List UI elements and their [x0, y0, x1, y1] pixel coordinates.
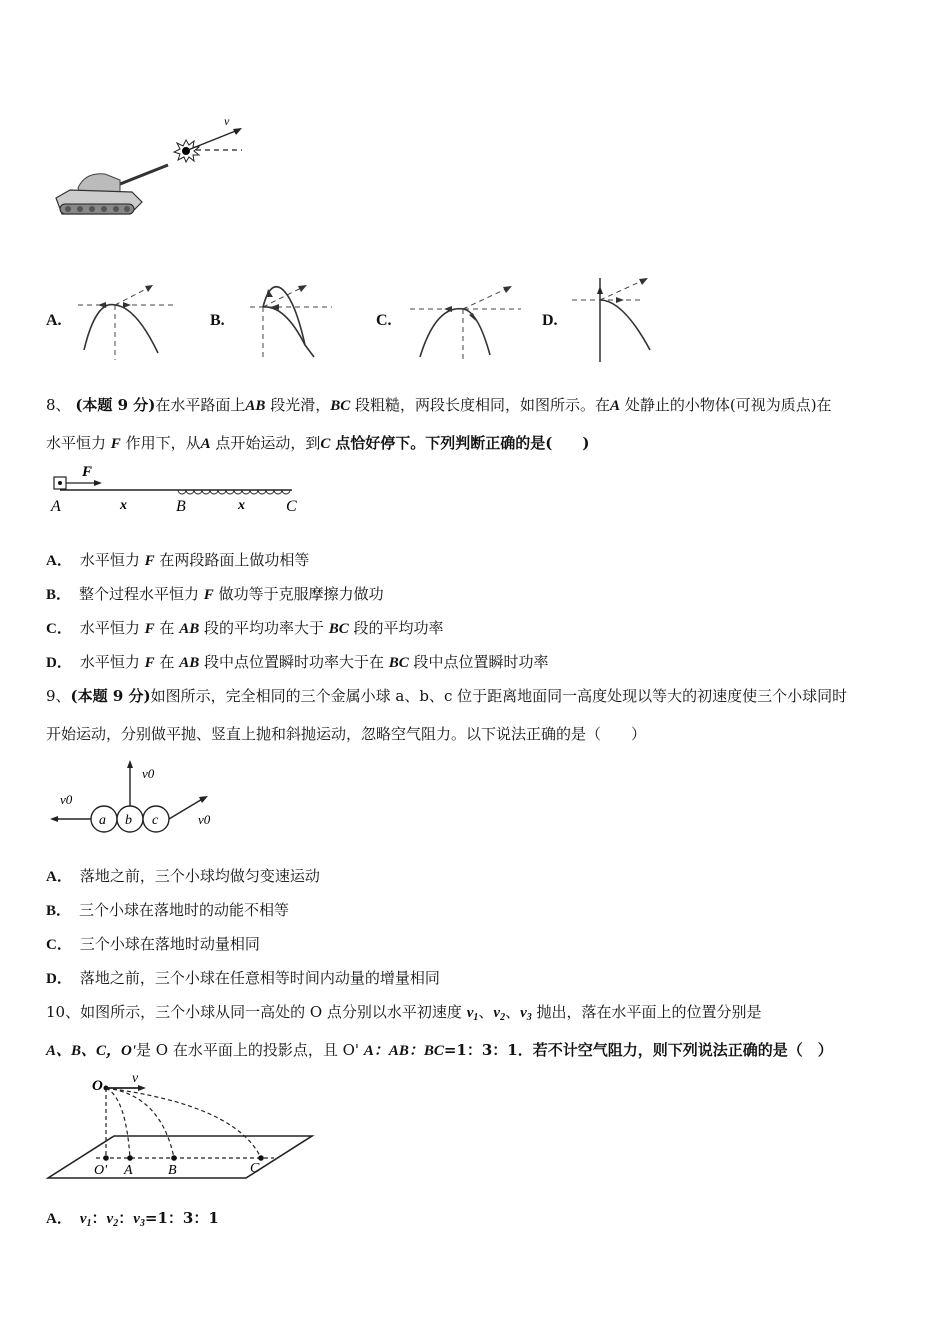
- question-number: 10、: [46, 1003, 81, 1021]
- text: 处静止的小物体(可视为质点)在: [624, 396, 832, 414]
- svg-text:v0: v0: [60, 792, 73, 807]
- svg-text:c: c: [152, 813, 159, 828]
- text: 段中点位置瞬时功率: [408, 653, 549, 671]
- q9-stem-line2: [46, 724, 646, 744]
- text: 段粗糙，两段长度相同，如图所示。在: [355, 396, 611, 414]
- svg-text:x: x: [238, 498, 245, 513]
- option-letter: D．: [46, 971, 72, 987]
- svg-text:C: C: [250, 1161, 260, 1176]
- option-letter: A．: [46, 1211, 72, 1227]
- option-text: 三个小球在落地时的动能不相等: [79, 901, 290, 919]
- math-var: A: [200, 436, 211, 452]
- q7-option-b[interactable]: [210, 275, 350, 365]
- projectile-plane-diagram-icon: [46, 1070, 326, 1185]
- text: 作用下，从: [125, 434, 201, 452]
- question-number: 9、: [46, 687, 71, 705]
- option-letter: B.: [210, 312, 225, 329]
- text: =1：3：1．若不计空气阻力，则下列说法正确的是（ ）: [443, 1041, 833, 1059]
- math-var: BC: [330, 398, 351, 414]
- q8-option-b[interactable]: [46, 584, 384, 605]
- math-var: $v_1$: [79, 1211, 92, 1229]
- q10-figure: [46, 1070, 326, 1189]
- math-var: A：AB：BC: [363, 1043, 444, 1059]
- option-letter: C.: [376, 312, 392, 329]
- q10-stem-line1: 10、如图所示，三个小球从同一高处的 O 点分别以水平初速度 $v_1$、$v_2$、$v_3$ 抛出，落在水平面上的位置分别是: [46, 1003, 762, 1023]
- q8-figure: [46, 463, 306, 522]
- svg-text:O': O': [94, 1163, 108, 1178]
- q9-option-c[interactable]: [46, 934, 260, 955]
- option-text: 三个小球在落地时动量相同: [79, 935, 260, 953]
- math-var: $v_3$: [133, 1211, 145, 1229]
- svg-text:C: C: [286, 498, 297, 515]
- math-var: $v_2$: [493, 1005, 506, 1023]
- text: 段的平均功率大于: [199, 619, 329, 637]
- text: 水平恒力: [79, 551, 145, 569]
- text: 在: [154, 619, 180, 637]
- text: 段的平均功率: [348, 619, 444, 637]
- math-var: F: [144, 553, 155, 569]
- q9-option-a[interactable]: [46, 866, 320, 887]
- svg-text:B: B: [176, 498, 186, 515]
- math-var: F: [110, 436, 121, 452]
- text: 水平恒力: [79, 653, 145, 671]
- math-var: F: [203, 587, 214, 603]
- q7-option-a[interactable]: [46, 275, 186, 365]
- option-text: =1：3：1: [144, 1209, 219, 1227]
- text: 段中点位置瞬时功率大于在: [199, 653, 389, 671]
- trajectory-c-icon: [406, 275, 526, 365]
- q9-stem-line1: [46, 686, 847, 706]
- math-var: C: [320, 436, 331, 452]
- math-var: AB: [179, 621, 200, 637]
- svg-text:B: B: [168, 1163, 177, 1178]
- math-var: BC: [328, 621, 349, 637]
- math-var: $v_3$: [520, 1005, 532, 1023]
- trajectory-d-icon: [568, 272, 672, 364]
- q9-option-d[interactable]: [46, 968, 440, 989]
- option-letter: B．: [46, 587, 72, 603]
- svg-text:v: v: [224, 114, 230, 128]
- option-text: 落地之前，三个小球在任意相等时间内动量的增量相同: [79, 969, 440, 987]
- text: 在水平路面上: [155, 396, 246, 414]
- option-letter: A．: [46, 869, 72, 885]
- option-letter: B．: [46, 903, 72, 919]
- svg-text:O: O: [92, 1078, 103, 1094]
- svg-text:A: A: [124, 1163, 133, 1178]
- svg-text:b: b: [125, 813, 132, 828]
- tank-shell-figure: [50, 110, 250, 225]
- track-diagram-icon: [46, 463, 306, 518]
- option-letter: A．: [46, 553, 72, 569]
- q8-stem-line1: [46, 395, 832, 416]
- math-var: A: [610, 398, 621, 414]
- q9-option-b[interactable]: [46, 900, 289, 921]
- svg-text:v: v: [132, 1071, 139, 1086]
- option-letter: C．: [46, 621, 72, 637]
- text: 在两段路面上做功相等: [154, 551, 310, 569]
- three-balls-diagram-icon: [46, 756, 226, 836]
- q10-stem-line2: [46, 1040, 833, 1061]
- q9-figure: [46, 756, 226, 840]
- tank-icon: [50, 110, 250, 225]
- trajectory-a-icon: [76, 275, 186, 365]
- q8-stem-line2: [46, 433, 589, 454]
- svg-text:v0: v0: [198, 812, 211, 827]
- text: 如图所示，三个小球从同一高处的 O 点分别以水平初速度: [80, 1003, 467, 1021]
- text: 是 O 在水平面上的投影点，且 O': [136, 1041, 364, 1059]
- math-var: AB: [245, 398, 266, 414]
- text: 如图所示，完全相同的三个金属小球 a、b、c 位于距离地面同一高度处现以等大的初速度使三个小球同时: [150, 687, 848, 705]
- question-number: 8、: [46, 396, 71, 414]
- text: 段光滑，: [270, 396, 331, 414]
- text: 做功等于克服摩擦力做功: [213, 585, 384, 603]
- option-letter: D.: [542, 312, 558, 329]
- math-var: A、B、C，O': [46, 1043, 137, 1059]
- svg-text:v0: v0: [142, 766, 155, 781]
- text: 抛出，落在水平面上的位置分别是: [531, 1003, 762, 1021]
- question-score: (本题 9 分): [70, 687, 151, 705]
- math-var: $v_1$: [466, 1005, 479, 1023]
- math-var: AB: [179, 655, 200, 671]
- text: 水平恒力: [46, 434, 107, 452]
- math-var: F: [144, 655, 155, 671]
- svg-text:F: F: [82, 464, 93, 480]
- svg-text:a: a: [99, 813, 106, 828]
- text: 开始运动，分别做平抛、竖直上抛和斜抛运动，忽略空气阻力。以下说法正确的是（ ）: [46, 725, 647, 743]
- option-letter: C．: [46, 937, 72, 953]
- text: 点恰好停下。下列判断正确的是( ): [335, 434, 590, 452]
- math-var: F: [144, 621, 155, 637]
- q10-option-a[interactable]: A． $v_1$：$v_2$：$v_3=1$：3：1: [46, 1209, 219, 1229]
- trajectory-b-icon: [240, 275, 350, 365]
- math-var: $v_2$: [106, 1211, 119, 1229]
- q8-option-c[interactable]: [46, 618, 444, 639]
- option-text: 落地之前，三个小球均做匀变速运动: [79, 867, 320, 885]
- text: 整个过程水平恒力: [79, 585, 204, 603]
- text: 在: [154, 653, 180, 671]
- svg-text:A: A: [51, 498, 61, 515]
- option-letter: A.: [46, 312, 62, 329]
- text: 水平恒力: [79, 619, 145, 637]
- math-var: BC: [388, 655, 409, 671]
- q7-option-c[interactable]: [376, 275, 526, 365]
- question-score: (本题 9 分): [75, 396, 156, 414]
- svg-text:x: x: [120, 498, 127, 513]
- option-letter: D．: [46, 655, 72, 671]
- q8-option-d[interactable]: [46, 652, 549, 673]
- q7-option-d[interactable]: [542, 272, 672, 364]
- text: 点开始运动，到: [215, 434, 321, 452]
- q8-option-a[interactable]: [46, 550, 309, 571]
